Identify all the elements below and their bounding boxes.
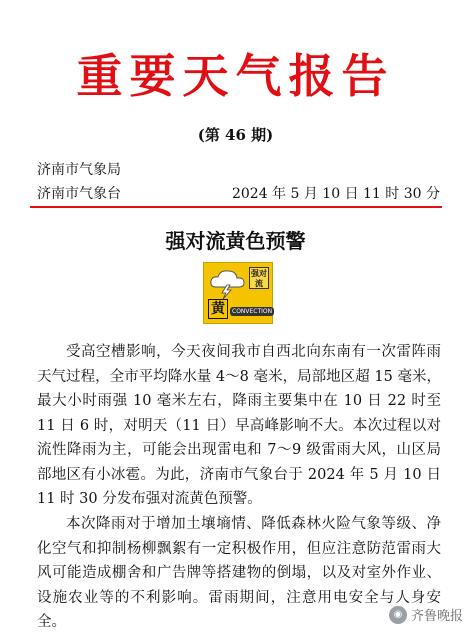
- warning-badge: [203, 262, 273, 324]
- alert-title: 强对流黄色预警: [165, 229, 306, 253]
- badge-vertical-label: 强对流: [251, 268, 267, 288]
- report-title: 重要天气报告: [76, 49, 395, 103]
- watermark-text: 齐鲁晚报: [410, 609, 463, 624]
- org-station: 济南市气象台: [37, 186, 121, 202]
- header-divider: [30, 206, 442, 208]
- qilu-logo-icon: ◉: [389, 606, 407, 624]
- watermark: [389, 605, 463, 624]
- badge-english: CONVECTION: [232, 308, 273, 315]
- thunderstorm-cloud-icon: [208, 267, 252, 299]
- issue-date: 2024 年 5 月 10 日 11 时 30 分: [231, 186, 440, 202]
- org-bureau: 济南市气象局: [37, 162, 121, 178]
- body-paragraph-2: 本次降雨对于增加土壤墒情、降低森林火险气象等级、净化空气和抑制杨柳飘絮有一定积极作用，但应注意防范雷雨大风可能造成棚舍和广告牌等搭建物的倒塌，以及对室外作业、设施农业等的不利影响。雷雨期间，注意用电安全与人身安全。: [37, 516, 441, 630]
- badge-level: 黄: [208, 299, 228, 319]
- issue-number: (第 46 期): [197, 126, 274, 144]
- body-paragraph-1: 受高空槽影响，今天夜间我市自西北向东南有一次雷阵雨天气过程，全市平均降水量 4～8 毫米，局部地区超 15 毫米，最大小时雨强 10 毫米左右，降雨主要集中在 10 日 22 时至 11 日 6 时，对明天（11 日）早高峰影响不大。本次过程以对流性降雨为主，可能会出现雷电和 7～9 级雷雨大风，山区局部地区有小冰雹。为此，济南市气象台于 2024 年 5 月 10 日 11 时 30 分发布强对流黄色预警。: [37, 344, 441, 507]
